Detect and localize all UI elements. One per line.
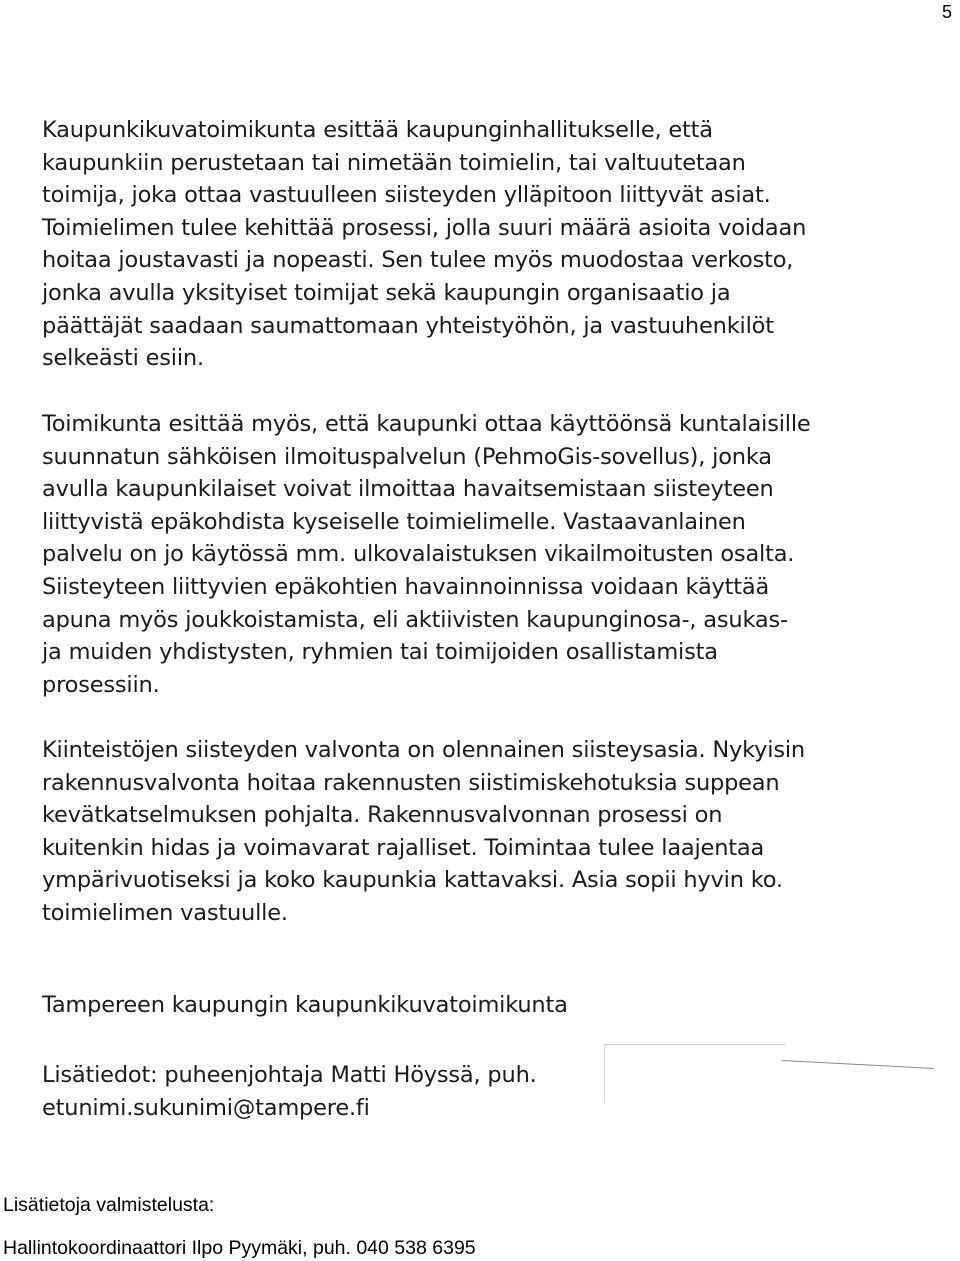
text-line: hoitaa joustavasti ja nopeasti. Sen tulee myös muodostaa verkosto,	[42, 247, 794, 274]
text-line: ympärivuotiseksi ja koko kaupunkia kattavaksi. Asia sopii hyvin ko.	[42, 867, 783, 894]
text-line: Kiinteistöjen siisteyden valvonta on olennainen siisteysasia. Nykyisin	[42, 737, 805, 763]
paragraph-reporting-service	[42, 408, 811, 701]
paragraph-proposal	[42, 114, 806, 375]
text-line: Kaupunkikuvatoimikunta esittää kaupunginhallitukselle, että	[42, 117, 713, 143]
text-line: palvelu on jo käytössä mm. ulkovalaistuksen vikailmoitusten osalta.	[42, 541, 795, 568]
text-line: päättäjät saadaan saumattomaan yhteistyöhön, ja vastuuhenkilöt	[42, 312, 774, 339]
footer-preparation-label: Lisätietoja valmistelusta:	[3, 1194, 215, 1216]
text-line: jonka avulla yksityiset toimijat sekä kaupungin organisaatio ja	[42, 279, 731, 306]
paragraph-property-cleanliness	[42, 734, 805, 930]
text-line: Siisteyteen liittyvien epäkohtien havainnoinnissa voidaan käyttää	[42, 573, 770, 600]
text-line: Toimielimen tulee kehittää prosessi, jolla suuri määrä asioita voidaan	[42, 214, 807, 241]
text-line: Toimikunta esittää myös, että kaupunki ottaa käyttöönsä kuntalaisille	[42, 411, 811, 437]
text-line: kuitenkin hidas ja voimavarat rajalliset. Toimintaa tulee laajentaa	[42, 834, 765, 861]
text-line: toimielimen vastuulle.	[42, 899, 288, 926]
text-line: liittyvistä epäkohdista kyseiselle toimielimelle. Vastaavanlainen	[42, 508, 746, 535]
text-line: ja muiden yhdistysten, ryhmien tai toimijoiden osallistamista	[42, 639, 718, 666]
text-line: kaupunkiin perustetaan tai nimetään toimielin, tai valtuutetaan	[42, 149, 746, 176]
text-line: prosessiin.	[42, 671, 160, 698]
footer-preparer-contact: Hallintokoordinaattori Ilpo Pyymäki, puh. 040 538 6395	[3, 1237, 476, 1259]
organization-name: Tampereen kaupungin kaupunkikuvatoimikunta	[42, 992, 568, 1018]
text-line: toimija, joka ottaa vastuulleen siisteyden ylläpitoon liittyvät asiat.	[42, 182, 771, 209]
scan-artifact-line	[782, 1060, 934, 1069]
redacted-phone-area	[604, 1044, 785, 1103]
text-line: avulla kaupunkilaiset voivat ilmoittaa havaitsemistaan siisteyteen	[42, 476, 774, 503]
text-line: suunnatun sähköisen ilmoituspalvelun (PehmoGis-sovellus), jonka	[42, 443, 772, 470]
text-line: rakennusvalvonta hoitaa rakennusten siistimiskehotuksia suppean	[42, 769, 780, 796]
contact-info	[42, 1059, 537, 1124]
organization-signature	[42, 989, 568, 1022]
page-number: 5	[941, 2, 952, 22]
contact-chair: Lisätiedot: puheenjohtaja Matti Höyssä, puh.	[42, 1062, 537, 1088]
text-line: kevätkatselmuksen pohjalta. Rakennusvalvonnan prosessi on	[42, 802, 723, 829]
contact-email: etunimi.sukunimi@tampere.fi	[42, 1094, 370, 1121]
text-line: apuna myös joukkoistamista, eli aktiivisten kaupunginosa-, asukas-	[42, 606, 788, 633]
text-line: selkeästi esiin.	[42, 345, 204, 372]
